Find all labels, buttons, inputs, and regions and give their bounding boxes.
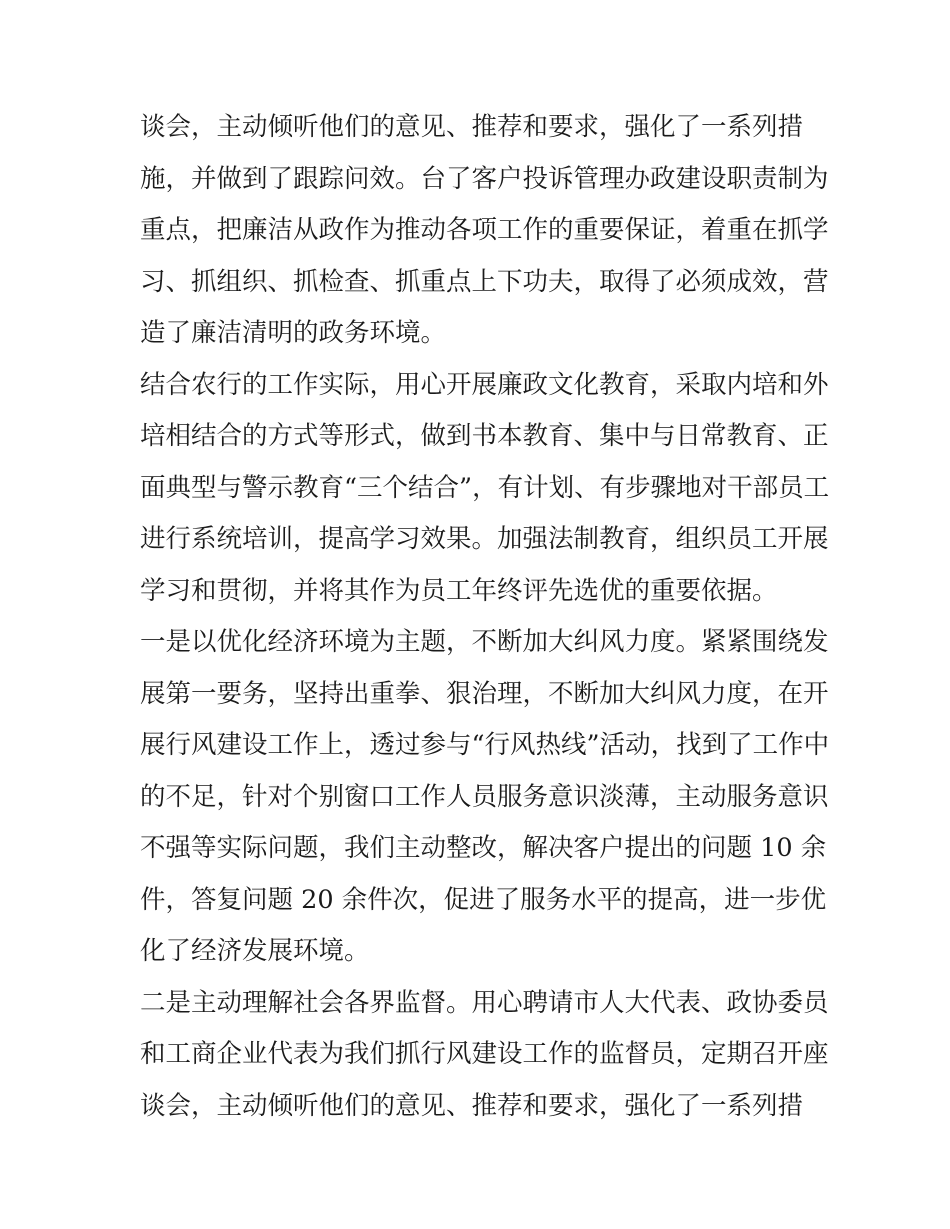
text-line: 进行系统培训，提高学习效果。加强法制教育，组织员工开展: [140, 524, 829, 554]
text-line: 不强等实际问题，我们主动整改，解决客户提出的问题 10 余: [140, 833, 827, 863]
text-line: 造了廉洁清明的政务环境。: [140, 318, 447, 348]
text-line: 重点，把廉洁从政作为推动各项工作的重要保证，着重在抓学: [140, 215, 829, 245]
text-line: 学习和贯彻，并将其作为员工年终评先选优的重要依据。: [140, 575, 778, 606]
text-line: 和工商企业代表为我们抓行风建设工作的监督员，定期召开座: [140, 1039, 829, 1069]
body-text: [140, 102, 830, 1132]
text-line: 谈会，主动倾听他们的意见、推荐和要求，强化了一系列措: [140, 1090, 804, 1121]
text-line: 一是以优化经济环境为主题，不断加大纠风力度。紧紧围绕发: [140, 627, 829, 657]
text-line: 二是主动理解社会各界监督。用心聘请市人大代表、政协委员: [140, 987, 829, 1018]
text-line: 面典型与警示教育“三个结合”，有计划、有步骤地对干部员工: [140, 472, 830, 503]
text-line: 展第一要务，坚持出重拳、狠治理，不断加大纠风力度，在开: [140, 678, 829, 709]
text-line: 件，答复问题 20 余件次，促进了服务水平的提高，进一步优: [140, 884, 827, 915]
text-line: 谈会，主动倾听他们的意见、推荐和要求，强化了一系列措: [140, 112, 804, 142]
text-line: 的不足，针对个别窗口工作人员服务意识淡薄，主动服务意识: [140, 781, 829, 812]
text-line: 培相结合的方式等形式，做到书本教育、集中与日常教育、正: [140, 421, 829, 451]
text-line: 展行风建设工作上，透过参与“行风热线”活动，找到了工作中: [140, 730, 830, 760]
text-line: 习、抓组织、抓检查、抓重点上下功夫，取得了必须成效，营: [140, 266, 829, 297]
text-line: 施，并做到了跟踪问效。台了客户投诉管理办政建设职责制为: [140, 163, 829, 194]
text-line: 结合农行的工作实际，用心开展廉政文化教育，采取内培和外: [140, 369, 829, 400]
text-line: 化了经济发展环境。: [140, 936, 370, 966]
